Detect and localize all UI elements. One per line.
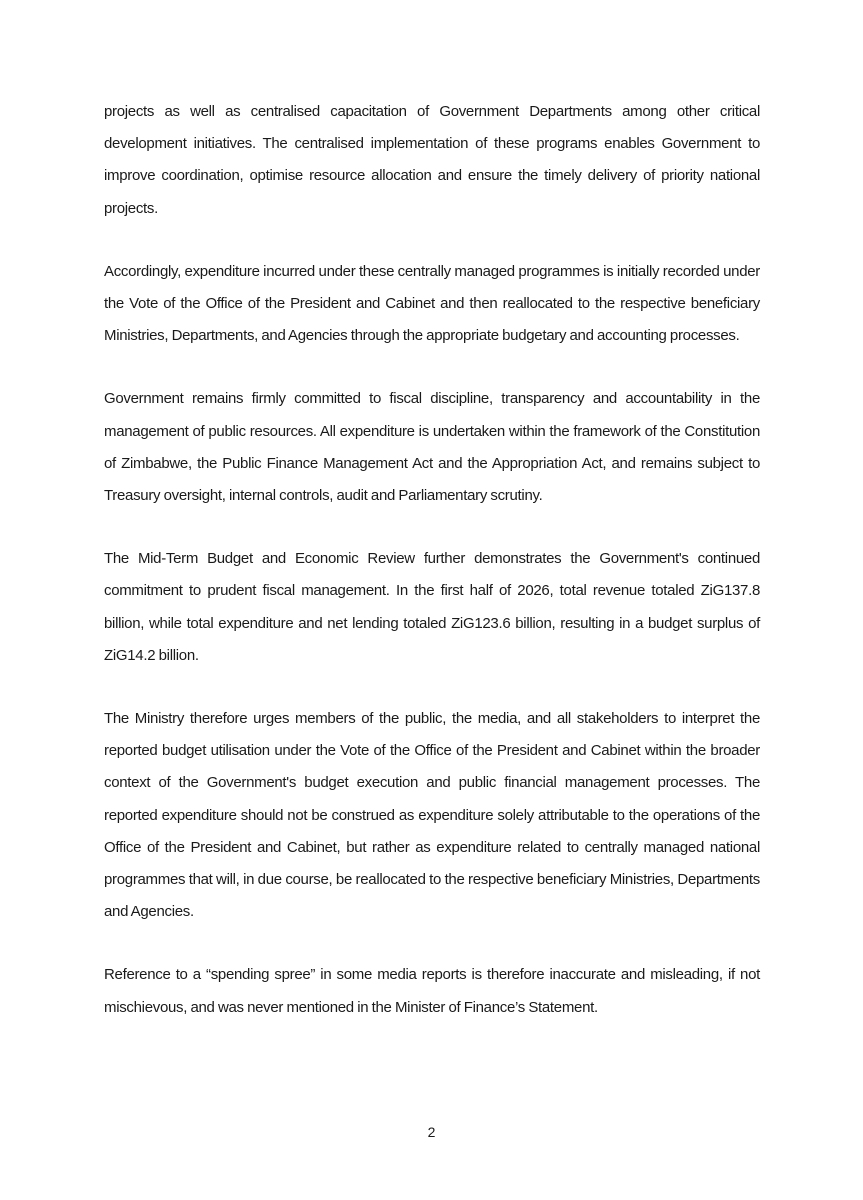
paragraph-ministry-urges: The Ministry therefore urges members of the public, the media, and all stakeholders to interpret the reported budget utilisation under the Vote of the Office of the President and Cabinet within the broader context of the Government's budget execution and public financial management processes. The reported expenditure should not be construed as expenditure solely attributable to the operations of the Office of the President and Cabinet, but rather as expenditure related to centrally managed national programmes that will, in due course, be reallocated to the respective beneficiary Ministries, Departments and Agencies.	[104, 710, 760, 921]
paragraph-fiscal-discipline: Government remains firmly committed to fiscal discipline, transparency and accountability in the management of public resources. All expenditure is undertaken within the framework of the Constitution of Zimbabwe, the Public Finance Management Act and the Appropriation Act, and remains subject to Treasury oversight, internal controls, audit and Parliamentary scrutiny.	[104, 390, 760, 505]
document-body	[104, 96, 760, 1055]
page-number: 2	[427, 1124, 436, 1140]
paragraph-project-centralisation: projects as well as centralised capacitation of Government Departments among other critical development initiatives. The centralised implementation of these programs enables Government to improve coordination, optimise resource allocation and ensure the timely delivery of priority national projects.	[104, 103, 760, 217]
paragraph-expenditure-recording: Accordingly, expenditure incurred under these centrally managed programmes is initially recorded under the Vote of the Office of the President and Cabinet and then reallocated to the respective beneficiary Ministries, Departments, and Agencies through the appropriate budgetary and accounting processes.	[104, 262, 760, 345]
paragraph-spending-spree: Reference to a “spending spree” in some media reports is therefore inaccurate and misleading, if not mischievous, and was never mentioned in the Minister of Finance’s Statement.	[104, 966, 760, 1016]
paragraph-mid-term-review: The Mid-Term Budget and Economic Review further demonstrates the Government's continued commitment to prudent fiscal management. In the first half of 2026, total revenue totaled ZiG137.8 billion, while total expenditure and net lending totaled ZiG123.6 billion, resulting in a budget surplus of ZiG14.2 billion.	[104, 550, 760, 664]
